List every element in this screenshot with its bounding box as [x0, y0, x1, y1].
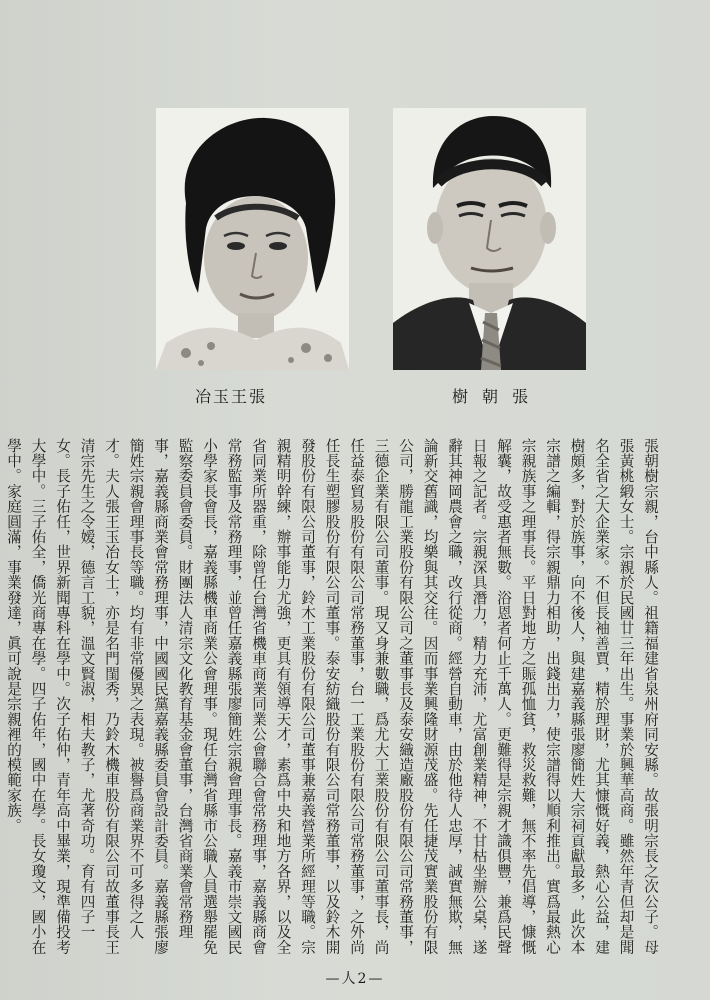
portrait-photo-man — [393, 108, 586, 370]
caption-zhang-chaoshu: 樹朝張 — [452, 387, 543, 406]
portrait-man-image — [393, 108, 586, 370]
page-number: —人2— — [325, 971, 385, 987]
portrait-photo-woman — [156, 108, 349, 370]
portrait-woman-image — [156, 108, 349, 370]
biography-paragraph: 張朝樹宗親，台中縣人。祖籍福建省泉州府同安縣。故張明宗長之次公子。母張黃桃緞女士。宗親於民國廿三年出生。事業於興華高商。雖然年青但却是聞名全省之大企業家。不但長袖善賈，精於理財，尤其慷慨好義，熱心公益，建樹頗多，對於族事，向不後人，與建嘉義縣張廖簡姓大宗祠貢獻最多，此次本宗譜之編輯，得宗親鼎力相助，出錢出力，使宗譜得以順利推出。實爲最熱心宗親族事之理事長。平日對地方之賑孤恤貧，救災救難，無不率先倡導，慷慨解囊，故受惠者無數。浴恩者何止千萬人。更難得是宗親才識俱豐，兼爲民聲日報之記者。宗親深具潛力，精力充沛，尤富創業精神，不甘枯坐辦公桌，遂辭其神岡農會之職，改行從商。經營自動車，由於他待人忠厚，誠實無欺，無論新交舊識，均樂與其交往。因而事業興隆財源茂盛。先任捷茂實業股份有限公司，勝龍工業股份有限公司之董事長及泰安織造廠股份有限公司常務董事，三德企業有限公司董事。現又身兼數職，爲尤大工業股份有限公司董事長，尚任益泰貿易股份有限公司常務董事，台一工業股份有限公司常務董事，之外尚任長生塑膠股份有限公司董事。泰安紡織股份有限公司常務董事，以及鈴木開發股份有限公司董事，鈴木工業股份有限公司董事兼嘉義營業所經理等職。宗親精明幹練，辦事能力尤強，更具有領導天才，素爲中央和地方各界，以及全省同業所器重，除曾任台灣省機車商業同業公會聯合會常務理事，嘉義縣商會常務監事及常務理事，並曾任嘉義縣張廖簡姓宗親會理事長。嘉義市崇文國民小學家長會長，嘉義縣機車商業公會理事。現任台灣省縣市公職人員選舉罷免監察委員會委員。財團法人清宗文化教育基金會董事，台灣省商業會常務理事，嘉義縣商業會常務理事，中國國民黨嘉義縣委員會設計委員。嘉義縣張廖簡姓宗親會理事長等職。均有非常優異之表現。被譽爲商業界不可多得之人才。夫人張王玉冶女士，亦是名門閨秀，乃鈴木機車股份有限公司故董事長王清宗先生之令嫒，德言工貌，溫文賢淑，相夫教子，尤著奇功。育有四子一女。長子佑任，世界新聞專科在學中。次子佑仲，青年高中畢業，現準備投考大學中。三子佑全，僑光商專在學。四子佑年，國中在學。長女瓊文，國小在學中。家庭圓滿，事業發達，眞可說是宗親裡的模範家族。 — [5, 438, 659, 955]
caption-zhang-wang-yuye: 冶玉王張 — [195, 387, 268, 406]
biography-text — [5, 438, 662, 958]
